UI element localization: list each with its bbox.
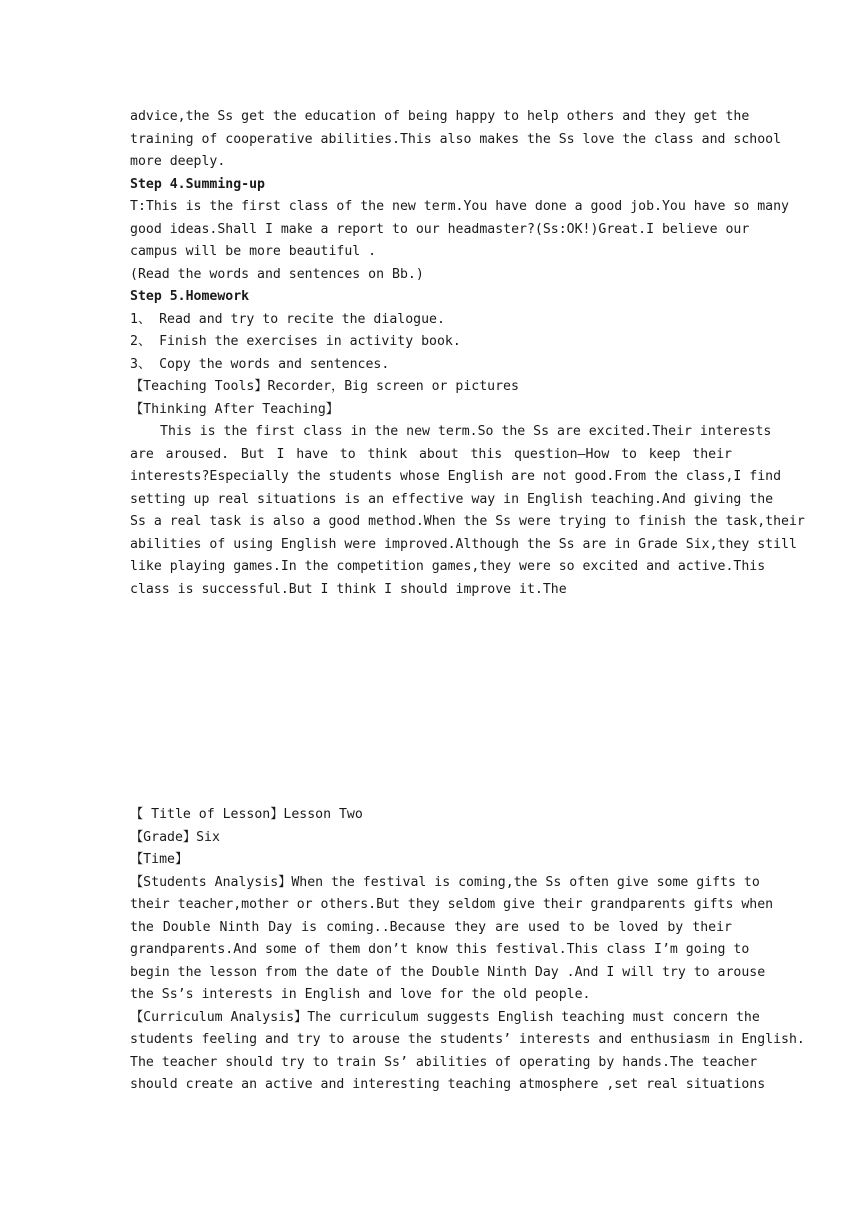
students-analysis-line: 【Students Analysis】When the festival is coming,the Ss often give some gifts to bbox=[130, 874, 760, 890]
students-analysis-line: begin the lesson from the date of the Double Ninth Day .And I will try to arouse bbox=[130, 964, 766, 980]
paragraph-line: class is successful.But I think I should improve it.The bbox=[130, 581, 567, 597]
homework-item: 3、 Copy the words and sentences. bbox=[130, 356, 390, 372]
paragraph-line: advice,the Ss get the education of being happy to help others and they get the bbox=[130, 109, 750, 124]
lesson-two-plan bbox=[130, 804, 805, 1097]
paragraph-line: campus will be more beautiful . bbox=[130, 244, 377, 259]
curriculum-analysis-line: 【Curriculum Analysis】The curriculum suggests English teaching must concern the bbox=[130, 1009, 760, 1025]
paragraph-line: Ss a real task is also a good method.When the Ss were trying to finish the task,their bbox=[130, 514, 805, 529]
homework-item: 1、 Read and try to recite the dialogue. bbox=[130, 311, 445, 327]
paragraph-line: abilities of using English were improved.Although the Ss are in Grade Six,they still bbox=[130, 536, 797, 552]
paragraph-line: T:This is the first class of the new term.You have done a good job.You have so many bbox=[130, 199, 789, 214]
time-line: 【Time】 bbox=[130, 852, 189, 867]
paragraph-line: interests?Especially the students whose English are not good.From the class,I find bbox=[130, 469, 782, 484]
curriculum-analysis-line: The teacher should try to train Ss’ abilities of operating by hands.The teacher bbox=[130, 1054, 758, 1070]
students-analysis-line: their teacher,mother or others.But they seldom give their grandparents gifts when bbox=[130, 897, 774, 912]
lesson-one-continuation bbox=[130, 106, 805, 601]
homework-item: 2、 Finish the exercises in activity book. bbox=[130, 334, 461, 349]
paragraph-line: are aroused. But I have to think about this question—How to keep their bbox=[130, 446, 732, 462]
step4-heading: Step 4.Summing-up bbox=[130, 176, 265, 192]
grade-line: 【Grade】Six bbox=[130, 829, 220, 845]
curriculum-analysis-line: students feeling and try to arouse the students’ interests and enthusiasm in English. bbox=[130, 1032, 805, 1047]
title-of-lesson-line: 【 Title of Lesson】Lesson Two bbox=[130, 807, 363, 822]
thinking-heading: 【Thinking After Teaching】 bbox=[130, 401, 339, 417]
teaching-tools-line: 【Teaching Tools】Recorder，Big screen or pictures bbox=[130, 379, 519, 394]
paragraph-line: This is the first class in the new term.So the Ss are excited.Their interests bbox=[160, 424, 772, 439]
students-analysis-line: the Ss’s interests in English and love for the old people. bbox=[130, 987, 591, 1002]
paragraph-line: like playing games.In the competition games,they were so excited and active.This bbox=[130, 559, 766, 574]
paragraph-line: good ideas.Shall I make a report to our headmaster?(Ss:OK!)Great.I believe our bbox=[130, 221, 750, 237]
students-analysis-line: the Double Ninth Day is coming..Because they are used to be loved by their bbox=[130, 919, 732, 935]
paragraph-line: more deeply. bbox=[130, 154, 226, 169]
curriculum-analysis-line: should create an active and interesting teaching atmosphere ,set real situations bbox=[130, 1077, 766, 1092]
step5-heading: Step 5.Homework bbox=[130, 289, 250, 304]
paragraph-line: setting up real situations is an effective way in English teaching.And giving the bbox=[130, 491, 774, 507]
paragraph-line: training of cooperative abilities.This also makes the Ss love the class and school bbox=[130, 131, 782, 147]
paragraph-line: (Read the words and sentences on Bb.) bbox=[130, 266, 424, 282]
students-analysis-line: grandparents.And some of them don’t know this festival.This class I’m going to bbox=[130, 942, 750, 957]
